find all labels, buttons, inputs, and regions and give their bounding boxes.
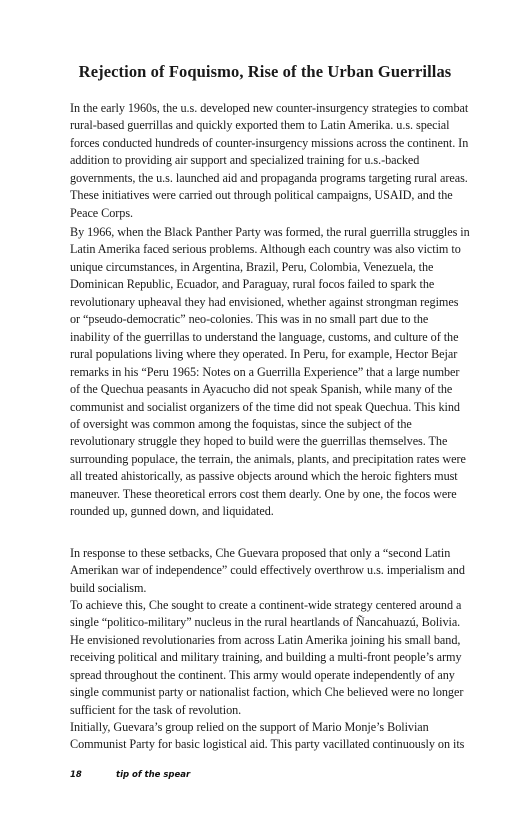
paragraph-4: To achieve this, Che sought to create a continent-wide strategy centered around a single “politico-military” nucleus in the rural heartlands of Ñancahuazú, Bolivia. He envisioned revolutionaries from across Latin Amerika joining his small band, receiving political and military training, and building a multi-front people’s army spread throughout the continent. This army would operate independently of any single communist party or nationalist faction, which Che believed were no longer sufficient for the task of revolution.	[70, 598, 464, 717]
paragraph-2: By 1966, when the Black Panther Party was formed, the rural guerrilla struggles in Latin Amerika faced serious problems. Although each country was also victim to unique circumstances, in Argentina, Brazil, Peru, Colombia, Venezuela, the Dominican Republic, Ecuador, and Paraguay, rural focos failed to spark the revolutionary upheaval they had envisioned, whether against strongman regimes or “pseudo-democratic” neo-colonies. This was in no small part due to the inability of the guerrillas to understand the language, customs, and culture of the rural populations living where they operated. In Peru, for example, Hector Bejar remarks in his “Peru 1965: Notes on a Guerrilla Experience” that a large number of the Quechua peasants in Ayacucho did not speak Spanish, while many of the communist and socialist organizers of the time did not speak Quechua. This kind of oversight was common among the foquistas, since the subject of the revolutionary struggle they hoped to build were the guerrillas themselves. The surrounding populace, the terrain, the animals, plants, and precipitation rates were all treated ahistorically, as passive objects around which the heroic fighters must maneuver. These theoretical errors cost them dearly. One by one, the focos were rounded up, gunned down, and liquidated.	[70, 225, 470, 519]
paragraph-3: In response to these setbacks, Che Guevara proposed that only a “second Latin Amerikan war of independence” could effectively overthrow u.s. imperialism and build socialism.	[70, 546, 465, 595]
paragraph-5: Initially, Guevara’s group relied on the support of Mario Monje’s Bolivian Communist Party for basic logistical aid. This party vacillated continuously on its	[70, 720, 465, 752]
running-title: tip of the spear	[116, 770, 191, 780]
page-number: 18	[70, 770, 82, 780]
paragraph-1: In the early 1960s, the u.s. developed new counter-insurgency strategies to combat rural-based guerrillas and quickly exported them to Latin Amerika. u.s. special forces conducted hundreds of counter-insurgency missions across the continent. In addition to providing air support and specialized training for u.s.-backed governments, the u.s. launched aid and propaganda programs targeting rural areas. These initiatives were carried out through political campaigns, USAID, and the Peace Corps.	[70, 101, 469, 220]
section-heading: Rejection of Foquismo, Rise of the Urban Guerrillas	[78, 62, 452, 81]
